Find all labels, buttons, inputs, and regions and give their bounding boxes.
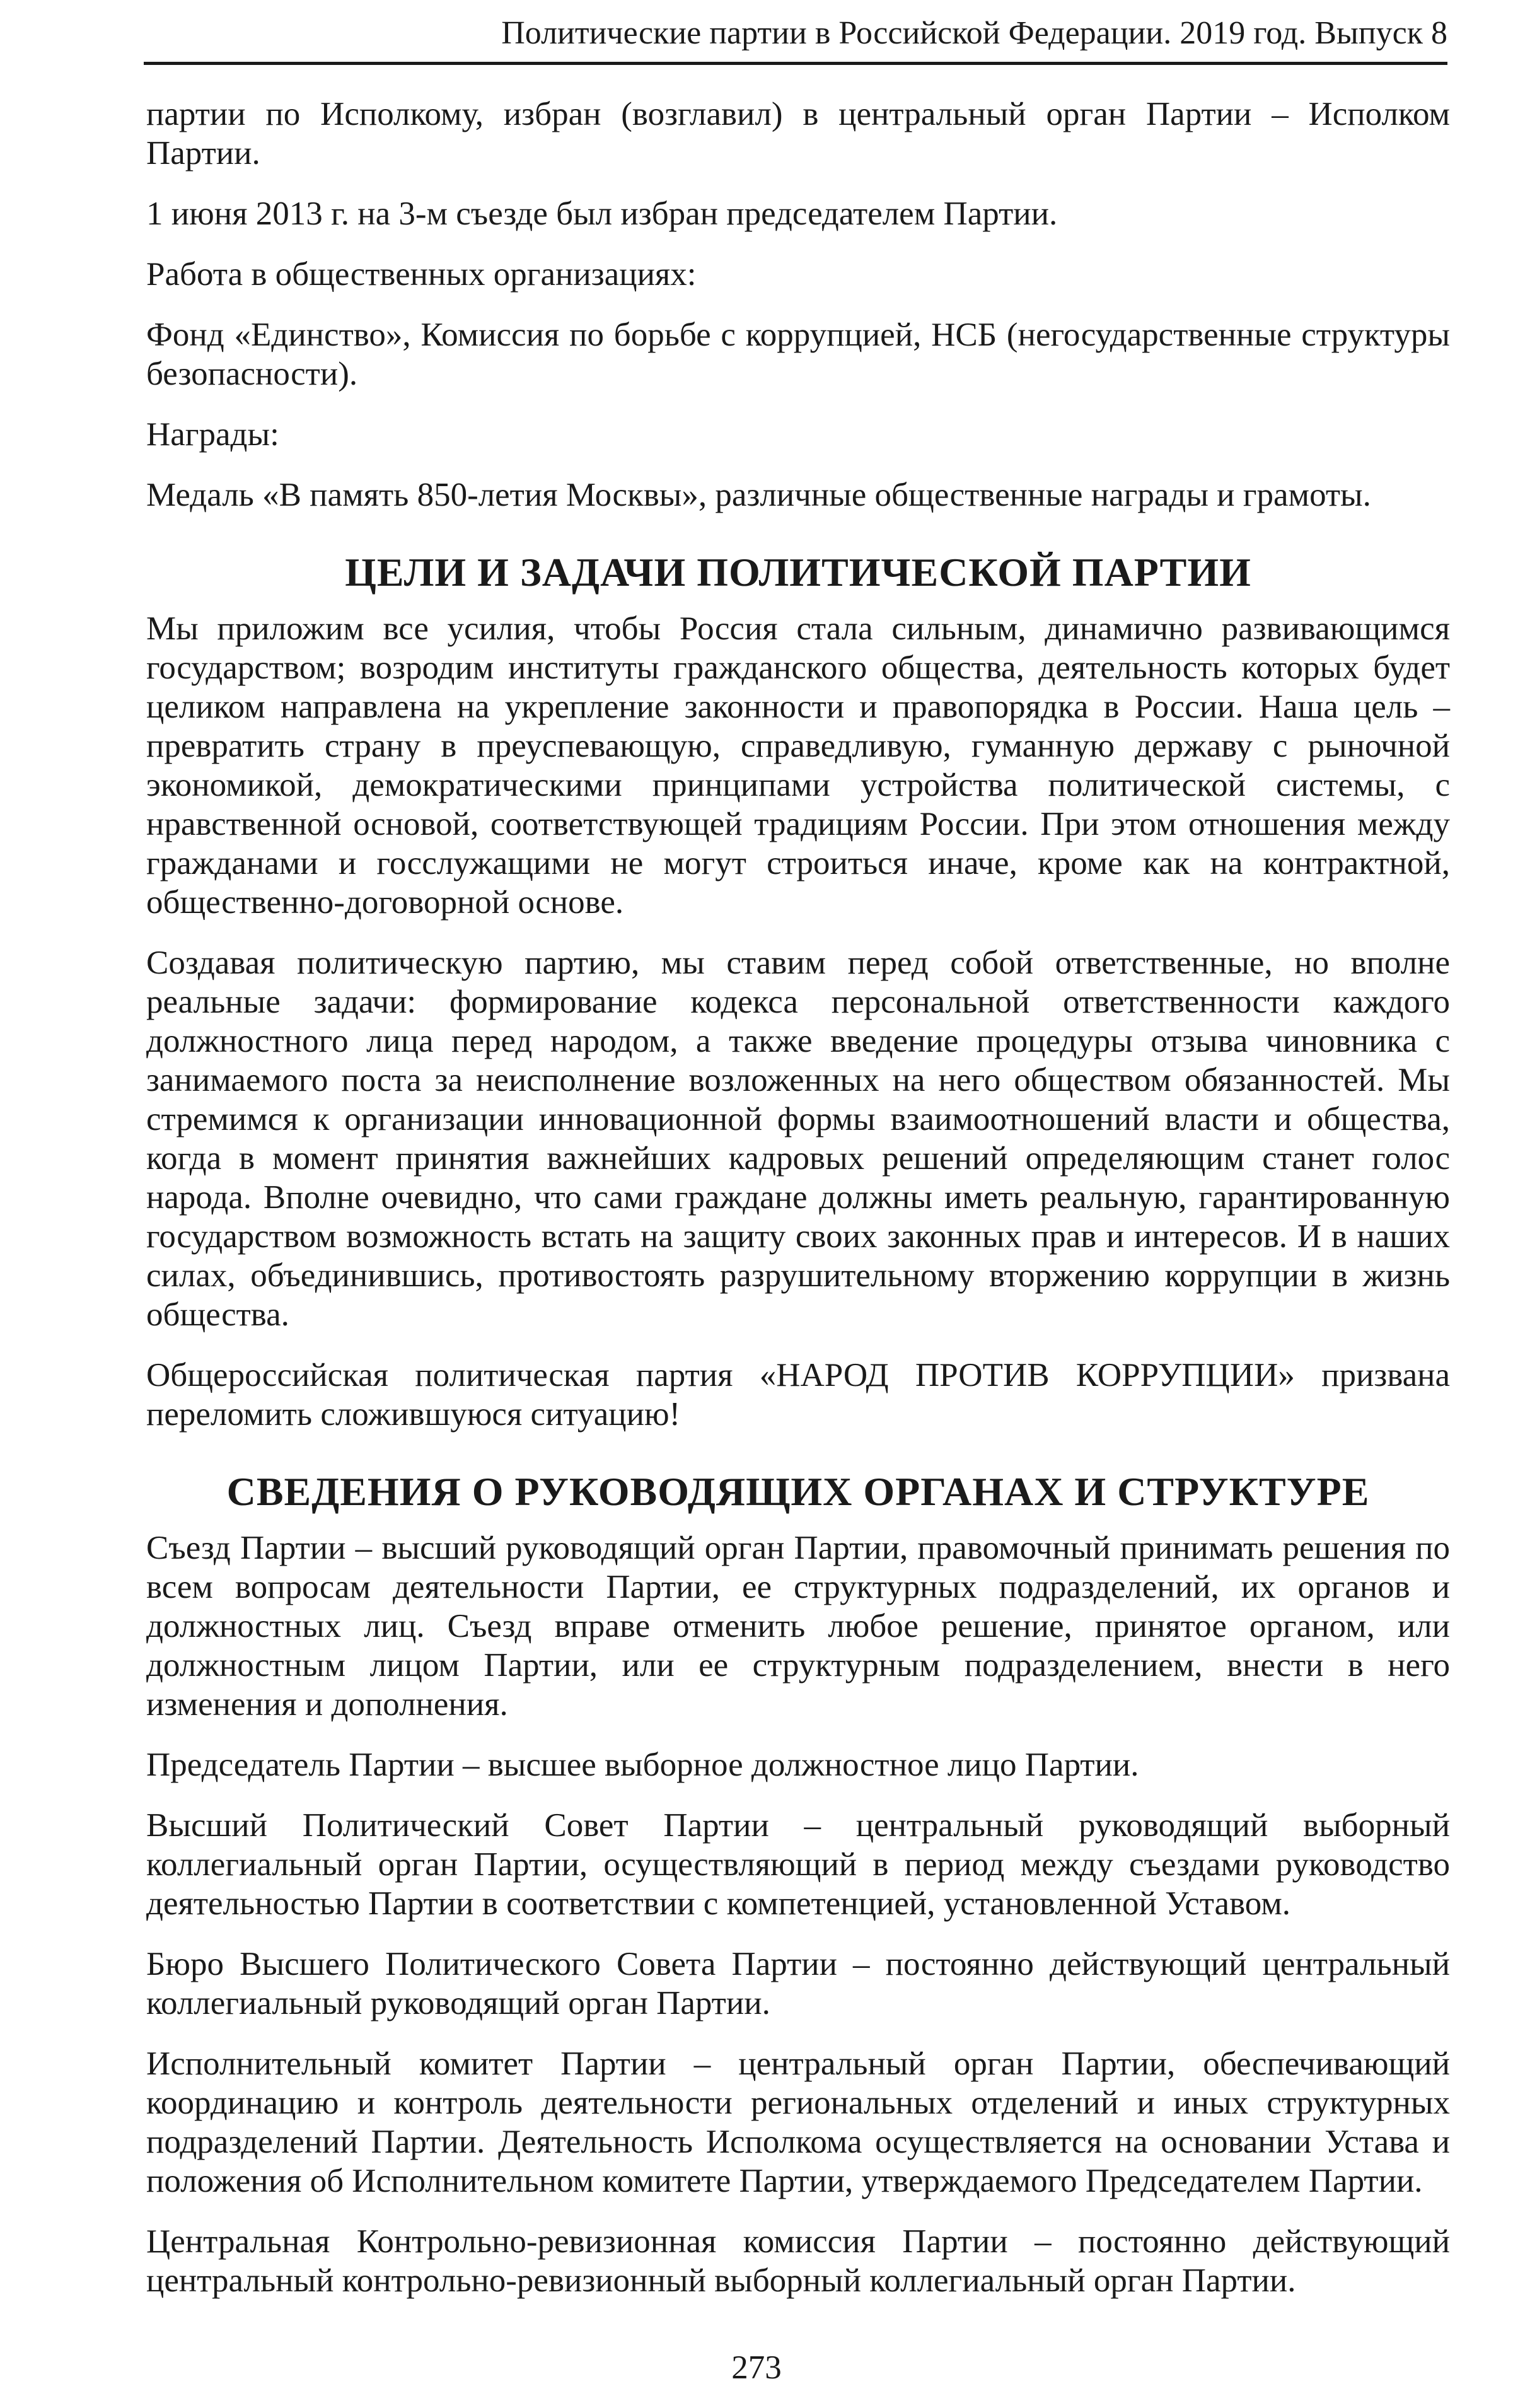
paragraph: Работа в общественных организациях: xyxy=(146,256,697,293)
page-number: 273 xyxy=(731,2349,782,2386)
paragraph: Бюро Высшего Политического Совета Партии – постоянно действующий центральный коллегиальный руководящий орган Партии. xyxy=(146,1946,1450,2021)
paragraph: Исполнительный комитет Партии – центральный орган Партии, обеспечивающий координацию и контроль деятельности региональных отделений и иных структурных подразделений Партии. Деятельность Исполкома осуществляется на основании Устава и положения об Исполнительном комитете Партии, утверждаемого Председателем Партии. xyxy=(146,2045,1450,2199)
paragraph: Медаль «В память 850-летия Москвы», различные общественные награды и грамоты. xyxy=(146,477,1371,513)
section-heading-structure: СВЕДЕНИЯ О РУКОВОДЯЩИХ ОРГАНАХ И СТРУКТУРЕ xyxy=(226,1469,1370,1514)
page-content xyxy=(146,95,1450,2322)
paragraph: Награды: xyxy=(146,416,279,453)
paragraph: Общероссийская политическая партия «НАРОД ПРОТИВ КОРРУПЦИИ» призвана переломить сложившуюся ситуацию! xyxy=(146,1357,1450,1433)
section-heading-goals: ЦЕЛИ И ЗАДАЧИ ПОЛИТИЧЕСКОЙ ПАРТИИ xyxy=(345,550,1251,595)
paragraph: партии по Исполкому, избран (возглавил) в центральный орган Партии – Исполком Партии. xyxy=(146,96,1450,172)
paragraph: 1 июня 2013 г. на 3-м съезде был избран председателем Партии. xyxy=(146,195,1058,232)
running-header: Политические партии в Российской Федерации. 2019 год. Выпуск 8 xyxy=(501,15,1447,51)
paragraph: Мы приложим все усилия, чтобы Россия стала сильным, динамично развивающимся государством; возродим институты гражданского общества, деятельность которых будет целиком направлена на укрепление законности и правопорядка в России. Наша цель – превратить страну в преуспевающую, справедливую, гуманную державу с рыночной экономикой, демократическими принципами устройства политической системы, с нравственной основой, соответствующей традициям России. При этом отношения между гражданами и госслужащими не могут строиться иначе, кроме как на контрактной, общественно-договорной основе. xyxy=(146,610,1450,921)
paragraph: Высший Политический Совет Партии – центральный руководящий выборный коллегиальный орган Партии, осуществляющий в период между съездами руководство деятельностью Партии в соответствии с компетенцией, установленной Уставом. xyxy=(146,1807,1450,1922)
header-rule xyxy=(144,62,1447,65)
paragraph: Центральная Контрольно-ревизионная комиссия Партии – постоянно действующий центральный контрольно-ревизионный выборный коллегиальный орган Партии. xyxy=(146,2223,1450,2299)
paragraph: Председатель Партии – высшее выборное должностное лицо Партии. xyxy=(146,1747,1139,1783)
paragraph: Съезд Партии – высший руководящий орган Партии, правомочный принимать решения по всем вопросам деятельности Партии, ее структурных подразделений, их органов и должностных лиц. Съезд вправе отменить любое решение, принятое органом, или должностным лицом Партии, или ее структурным подразделением, внести в него изменения и дополнения. xyxy=(146,1530,1450,1723)
paragraph: Создавая политическую партию, мы ставим перед собой ответственные, но вполне реальные задачи: формирование кодекса персональной ответственности каждого должностного лица перед народом, а также введение процедуры отзыва чиновника с занимаемого поста за неисполнение возложенных на него обществом обязанностей. Мы стремимся к организации инновационной формы взаимоотношений власти и общества, когда в момент принятия важнейших кадровых решений определяющим станет голос народа. Вполне очевидно, что сами граждане должны иметь реальную, гарантированную государством возможность встать на защиту своих законных прав и интересов. И в наших силах, объединившись, противостоять разрушительному вторжению коррупции в жизнь общества. xyxy=(146,945,1450,1333)
paragraph: Фонд «Единство», Комиссия по борьбе с коррупцией, НСБ (негосударственные структуры безопасности). xyxy=(146,317,1450,392)
